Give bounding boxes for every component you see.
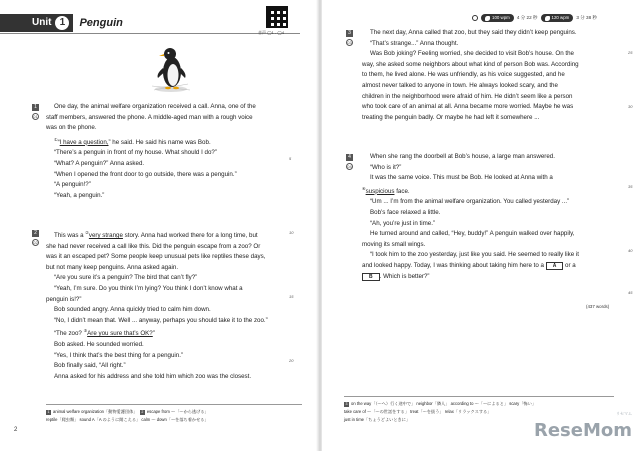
p2-line-13: Bob finally said, “All right.” (54, 362, 126, 370)
paragraph-1 (46, 102, 302, 201)
p4-line-3: It was the same voice. This must be Bob. He looked at Anna with a (370, 174, 553, 182)
header-rule (0, 33, 300, 34)
p4-line-5: “Um ... I’m from the animal welfare organization. You called yesterday ...” (370, 198, 570, 206)
p4-line-11: and looked happy. Today, I was thinking about taking him here to a A or a (362, 262, 576, 269)
p1-dialog-2: “There’s a penguin in front of my house. What should I do?” (54, 149, 217, 157)
p4-line-12: B . Which is better?” (362, 272, 626, 283)
unit-title: Penguin (79, 17, 123, 29)
p2-line-6: “Yeah, I’m sure. Do you think I’m lying? You think I don’t know what a (54, 285, 243, 293)
line-number-15: 15 (289, 294, 294, 299)
paragraph-3 (362, 28, 626, 123)
p3-line-7: children in the neighborhood were afraid of him. He didn’t seem like a person (362, 92, 573, 100)
p1-line-2: staff members, answered the phone. A middle-aged man with a rough voice (46, 113, 253, 121)
p3-line-4: way, she asked some neighbors about what kind of person Bob was. According (362, 60, 579, 68)
p3-line-2: “That’s strange...” Anna thought. (370, 39, 459, 47)
left-page (0, 0, 318, 451)
resemom-watermark: ReseMom (533, 420, 632, 441)
p2-line-5: “Are you sure it’s a penguin? The bird that can’t fly?” (54, 274, 198, 282)
page-number: 2 (14, 427, 18, 433)
p2-line-1: This was a ②very strange story. Anna had worked there for a long time, but (54, 230, 258, 240)
p3-line-6: almost never talked to anyone in town. He always looked scary, and the (362, 81, 558, 89)
line-number-20: 20 (289, 358, 294, 363)
line-number-25: 25 (628, 50, 633, 55)
line-number-35: 35 (628, 184, 633, 189)
unit-badge (0, 14, 73, 32)
p1-dialog-6: “Yeah, a penguin.” (54, 191, 105, 199)
speed-100: 100 wpm (481, 14, 514, 22)
paragraph-marker-1: 1 01 (33, 104, 38, 119)
p2-line-10: “The zoo? ③Are you sure that’s OK?” (54, 328, 155, 338)
p4-line-1: When she rang the doorbell at Bob’s house, a large man answered. (370, 153, 555, 160)
vocab-right-line-3: just in time「ちょうどよいときに」 (344, 417, 411, 422)
p3-line-3: Was Bob joking? Feeling worried, she decided to visit Bob’s house. On the (370, 50, 574, 58)
line-number-45: 45 (628, 290, 633, 295)
p1-line-3: was on the phone. (46, 124, 97, 132)
time-120: 3 分 38 秒 (576, 15, 598, 20)
p3-line-9: treating the penguin badly. Or maybe he had left it somewhere ... (362, 113, 540, 121)
p4-line-6: Bob’s face relaxed a little. (370, 209, 441, 217)
paragraph-marker-2: 2 02 (33, 230, 38, 245)
p2-line-11: Bob asked. He sounded worried. (54, 341, 144, 349)
blank-box-b: B (362, 273, 380, 281)
line-number-5: 5 (289, 156, 292, 161)
p1-dialog-3: “What? A penguin?” Anna asked. (54, 160, 145, 168)
unit-label: Unit (32, 17, 52, 28)
vocab-box-left (46, 404, 302, 424)
p2-line-14: Anna asked for his address and she told him which zoo was the closest. (54, 372, 252, 380)
runner-icon (545, 16, 550, 21)
line-number-40: 40 (628, 248, 633, 253)
p1-dialog-4: “When I opened the front door to go outside, there was a penguin.” (54, 170, 237, 178)
p4-line-9: moving its small wings. (362, 240, 426, 248)
walker-icon (485, 16, 490, 21)
p4-line-8: He turned around and called, “Hey, buddy!” A penguin walked over happily, (370, 230, 575, 238)
blank-box-a: A (546, 262, 564, 270)
time-100: 4 分 22 秒 (516, 15, 538, 20)
p4-line-2: “Who is it?” (370, 163, 402, 171)
speed-120: 120 wpm (541, 14, 574, 22)
p2-line-9: “No, I didn’t mean that. Well ... anyway, perhaps you should take it to the zoo.” (54, 316, 268, 324)
vocab-left-line-1: 1 animal welfare organization「動物愛護団体」 2 escape from ～「～から逃げる」 (47, 409, 209, 414)
line-number-30: 30 (628, 104, 633, 109)
vocab-right-line-2: take care of ～「～の世話をする」 treat「～を扱う」 relax「リラックスする」 (344, 409, 492, 414)
vocab-left-line-2: reptile「爬虫類」 sound A「A のように聞こえる」 calm ～ down「～を落ち着かせる」 (46, 417, 209, 422)
unit-number: 1 (55, 16, 69, 30)
p2-line-7: penguin is!?” (46, 295, 82, 303)
p2-line-4: but not many keep penguins. Anna asked again. (46, 263, 179, 271)
p1-line-1: One day, the animal welfare organization received a call. Anna, one of the (54, 103, 256, 110)
p1-dialog-1: ①“I have a question,” he said. He said his name was Bob. (54, 136, 211, 146)
line-number-10: 10 (289, 230, 294, 235)
p2-line-2: she had never received a call like this. Did the penguin escape from a zoo? Or (46, 242, 261, 250)
watermark-kana: リセマム (616, 411, 632, 416)
qr-code-icon[interactable] (266, 6, 288, 28)
clock-icon (472, 15, 478, 21)
paragraph-2 (46, 228, 302, 382)
reading-speed-bar (472, 14, 597, 22)
qr-caption: 音声 ◯1 - ◯4 (258, 30, 285, 35)
p4-line-4: ④suspicious face. (362, 185, 410, 195)
p2-line-8: Bob sounded angry. Anna quickly tried to calm him down. (54, 306, 211, 314)
word-count: (437 words) (586, 304, 610, 309)
p3-line-1: The next day, Anna called that zoo, but they said they didn’t keep penguins. (370, 29, 577, 36)
paragraph-marker-3: 3 03 (347, 30, 352, 45)
paragraph-marker-4: 4 04 (347, 154, 352, 169)
p2-line-12: “Yes, I think that’s the best thing for a penguin.” (54, 351, 183, 359)
p3-line-8: who took care of an animal at all. Anna became more worried. Maybe he was (362, 103, 574, 111)
p4-line-7: “Ah, you’re just in time.” (370, 219, 435, 227)
vocab-right-line-1: 3 on the way「（〜へ）行く途中で」 neighbor「隣人」 according to ～「～によると」 scary「怖い」 (345, 401, 536, 406)
unit-header (0, 14, 140, 32)
paragraph-4 (362, 152, 626, 282)
p4-line-10: “I took him to the zoo yesterday, just like you said. He seemed to really like it (370, 251, 579, 259)
right-page (322, 0, 640, 451)
p3-line-5: to them, he lived alone. He was unfriendly, as his voice suggested, and he (362, 71, 565, 79)
p1-dialog-5: “A penguin!?” (54, 181, 91, 189)
p2-line-3: was it an escaped pet? Some people keep unusual pets like reptiles these days, (46, 253, 266, 261)
penguin-illustration (146, 44, 196, 94)
